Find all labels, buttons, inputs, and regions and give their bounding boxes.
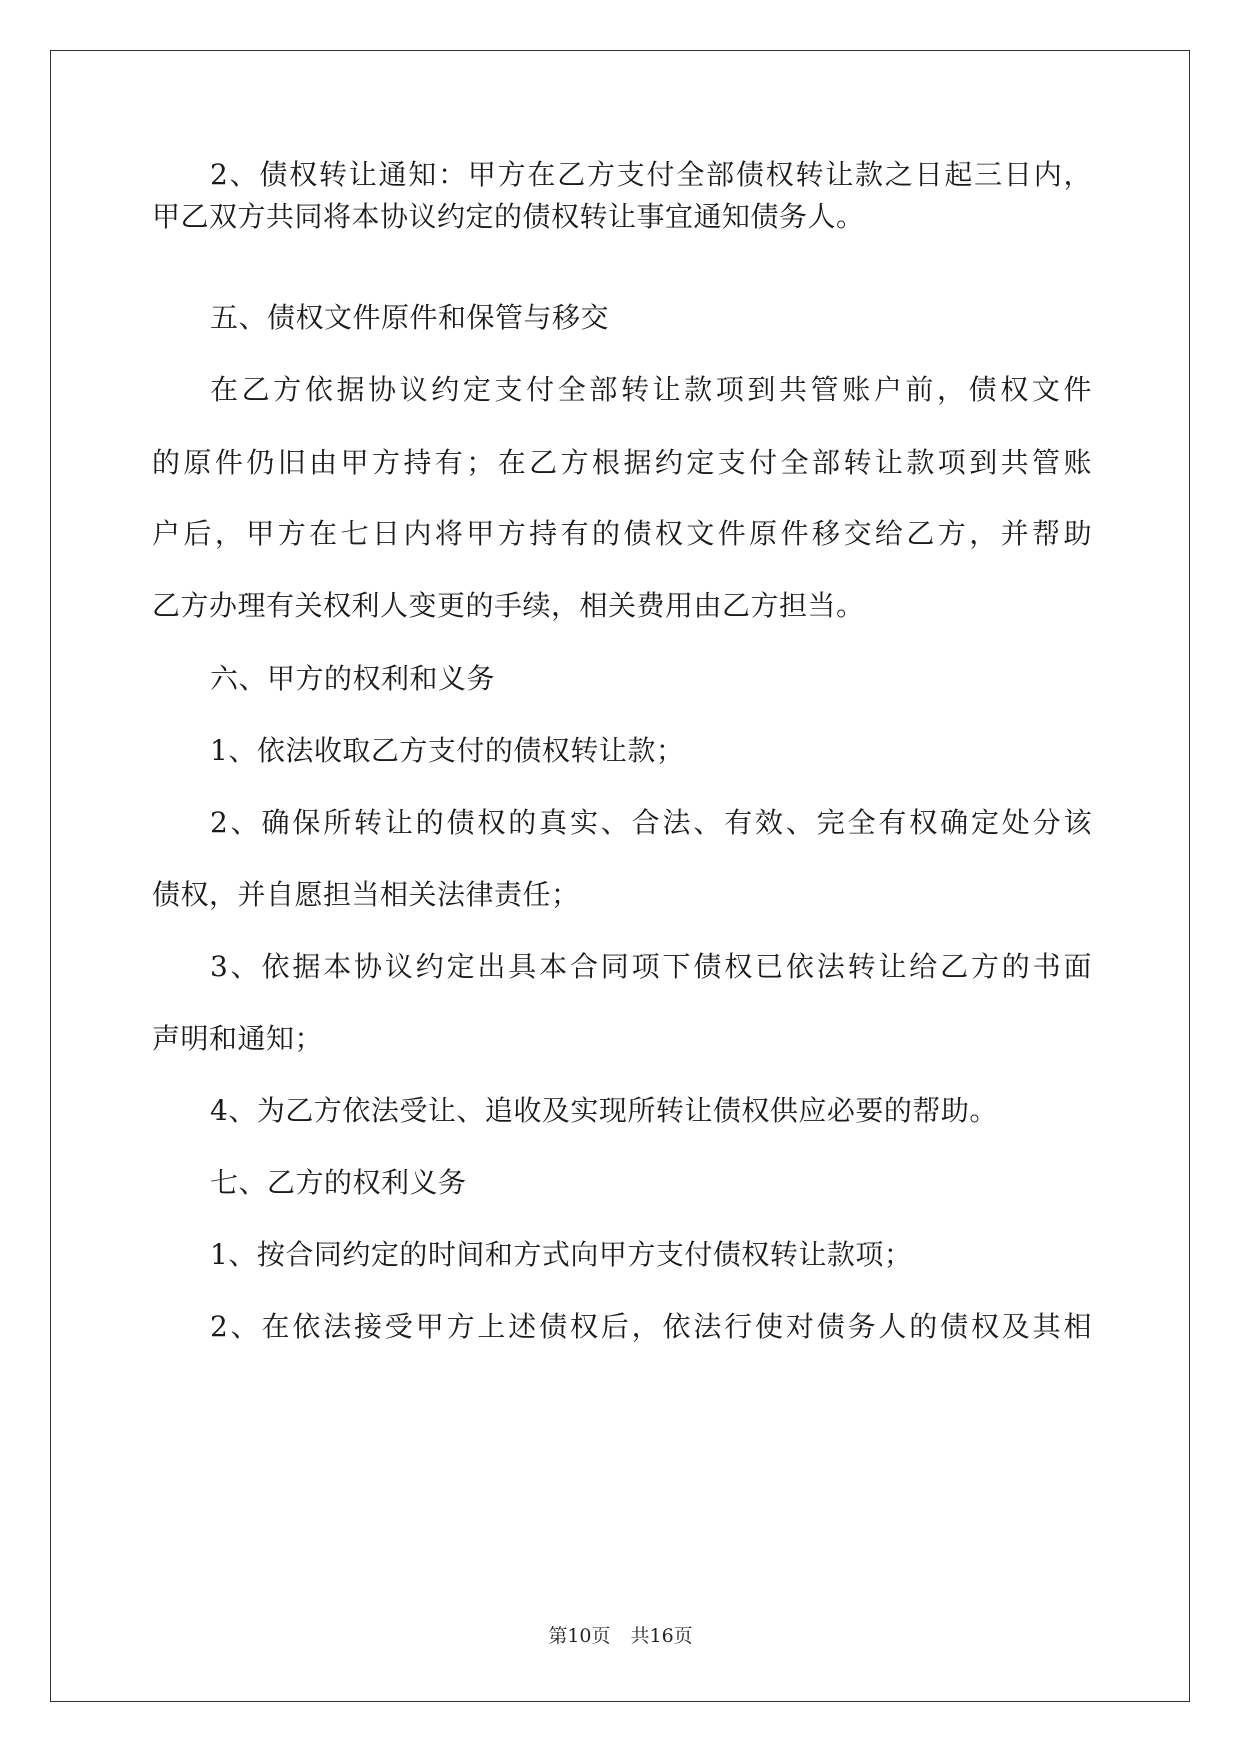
paragraph-line: 户后，甲方在七日内将甲方持有的债权文件原件移交给乙方，并帮助 (152, 517, 1092, 550)
paragraph-line: 的原件仍旧由甲方持有；在乙方根据约定支付全部转让款项到共管账 (152, 446, 1092, 479)
section-heading: 六、甲方的权利和义务 (210, 662, 496, 695)
paragraph-line: 2、债权转让通知：甲方在乙方支付全部债权转让款之日起三日内， (210, 158, 1092, 191)
paragraph-line: 2、确保所转让的债权的真实、合法、有效、完全有权确定处分该 (210, 806, 1092, 839)
paragraph-line: 债权，并自愿担当相关法律责任； (152, 878, 580, 911)
section-heading: 七、乙方的权利义务 (210, 1166, 467, 1199)
paragraph-line: 1、按合同约定的时间和方式向甲方支付债权转让款项； (210, 1238, 913, 1271)
paragraph-line: 3、依据本协议约定出具本合同项下债权已依法转让给乙方的书面 (210, 950, 1092, 983)
page-footer (0, 1623, 1241, 1649)
paragraph-line: 在乙方依据协议约定支付全部转让款项到共管账户前，债权文件 (210, 373, 1092, 406)
paragraph-line: 甲乙双方共同将本协议约定的债权转让事宜通知债务人。 (152, 200, 865, 233)
page-number-total: 共16页 (630, 1625, 693, 1647)
paragraph-line: 声明和通知； (152, 1022, 324, 1055)
paragraph-line: 乙方办理有关权利人变更的手续，相关费用由乙方担当。 (152, 589, 865, 622)
section-heading: 五、债权文件原件和保管与移交 (210, 301, 610, 334)
paragraph-line: 4、为乙方依法受让、追收及实现所转让债权供应必要的帮助。 (210, 1094, 998, 1127)
paragraph-line: 2、在依法接受甲方上述债权后，依法行使对债务人的债权及其相 (210, 1310, 1092, 1343)
paragraph-line: 1、依法收取乙方支付的债权转让款； (210, 734, 685, 767)
page-number-current: 第10页 (548, 1625, 611, 1647)
